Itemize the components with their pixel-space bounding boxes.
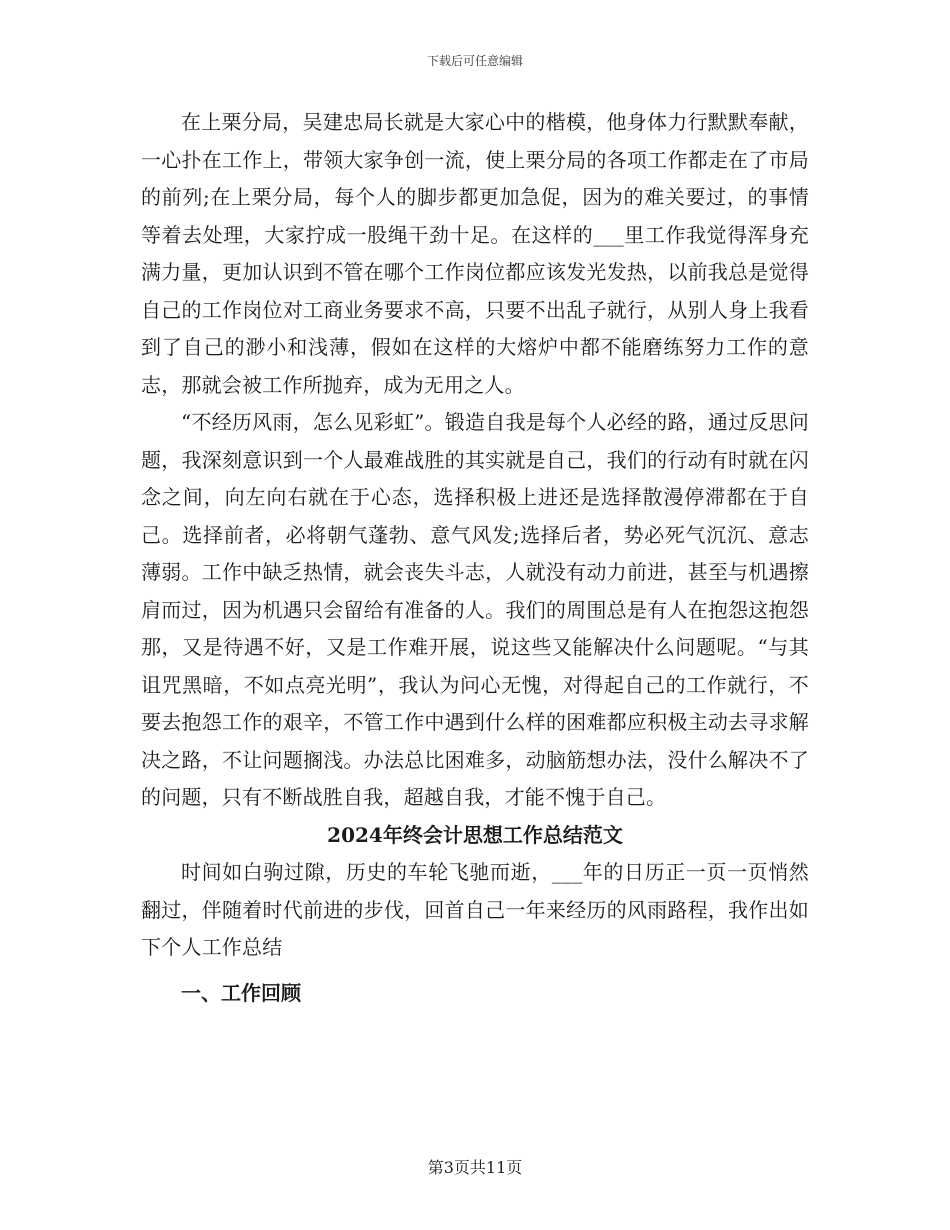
page-header: 下载后可任意编辑 bbox=[426, 54, 523, 68]
section-intro-paragraph: 时间如白驹过隙，历史的车轮飞驰而逝，___年的日历正一页一页悄然翻过，伴随着时代前进的步伐，回首自己一年来经历的风雨路程，我作出如下个人工作总结 bbox=[141, 860, 809, 959]
paragraph: “不经历风雨，怎么见彩虹”。锻造自我是每个人必经的路，通过反思问题，我深刻意识到一个人最难战胜的其实就是自己，我们的行动有时就在闪念之间，向左向右就在于心态，选择积极上进还是选择散漫停滞都在于自己。选择前者，必将朝气蓬勃、意气风发;选择后者，势必死气沉沉、意志薄弱。工作中缺乏热情，就会丧失斗志，人就没有动力前进，甚至与机遇擦肩而过，因为机遇只会留给有准备的人。我们的周围总是有人在抱怨这抱怨那，又是待遇不好，又是工作难开展，说这些又能解决什么问题呢。“与其诅咒黑暗，不如点亮光明”，我认为问心无愧，对得起自己的工作就行，不要去抱怨工作的艰辛，不管工作中遇到什么样的困难都应积极主动去寻求解决之路，不让问题搁浅。办法总比困难多，动脑筋想办法，没什么解决不了的问题，只有不断战胜自我，超越自我，才能不愧于自己。 bbox=[141, 410, 809, 809]
paragraph: 在上栗分局，吴建忠局长就是大家心中的楷模，他身体力行默默奉献，一心扑在工作上，带领大家争创一流，使上栗分局的各项工作都走在了市局的前列;在上栗分局，每个人的脚步都更加急促，因为的难关要过，的事情等着去处理，大家拧成一股绳干劲十足。在这样的___里工作我觉得浑身充满力量，更加认识到不管在哪个工作岗位都应该发光发热，以前我总是觉得自己的工作岗位对工商业务要求不高，只要不出乱子就行，从别人身上我看到了自己的渺小和浅薄，假如在这样的大熔炉中都不能磨练努力工作的意志，那就会被工作所抛弃，成为无用之人。 bbox=[141, 110, 809, 397]
document-body bbox=[141, 104, 809, 1012]
section-title: 2024年终会计思想工作总结范文 bbox=[327, 822, 623, 847]
section-heading: 一、工作回顾 bbox=[181, 980, 301, 1005]
page-footer: 第3页共11页 bbox=[427, 1158, 523, 1177]
